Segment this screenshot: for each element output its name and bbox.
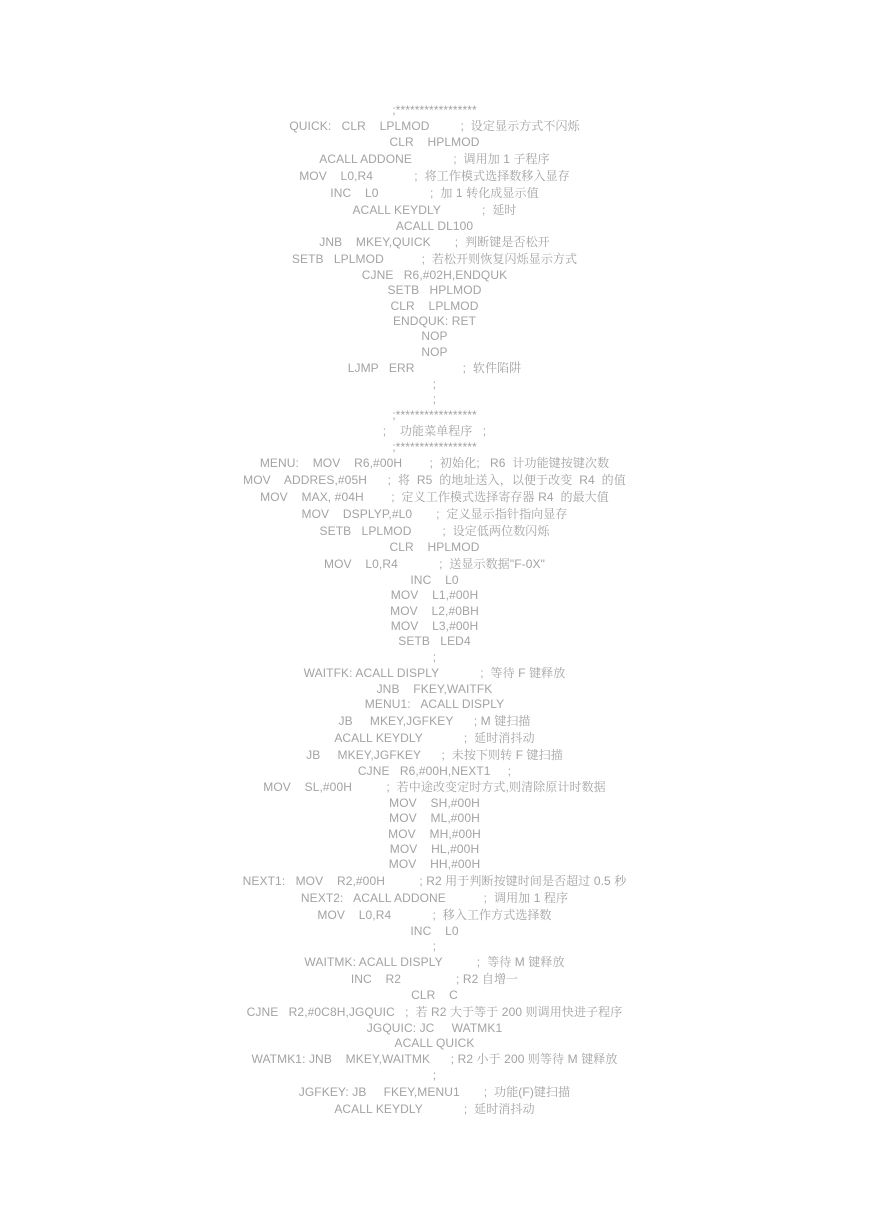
code-line: INC L0	[410, 923, 459, 938]
code-listing	[0, 103, 869, 1118]
code-line: ;*****************	[392, 440, 477, 455]
code-line: JGFKEY: JB FKEY,MENU1 ; 功能(F)键扫描	[298, 1084, 571, 1099]
code-line: MOV L0,R4 ; 送显示数据"F-0X"	[323, 556, 546, 571]
code-line: CJNE R2,#0C8H,JGQUIC ; 若 R2 大于等于 200 则调用快进子程序	[246, 1004, 623, 1019]
code-line: JB MKEY,JGFKEY ; M 键扫描	[338, 713, 531, 728]
code-line: INC R2 ; R2 自增一	[350, 972, 519, 987]
code-line: SETB LPLMOD ; 设定低两位数闪烁	[319, 524, 550, 539]
code-line: ;*****************	[392, 103, 477, 117]
code-line: ACALL DL100	[395, 218, 474, 233]
code-line: CJNE R6,#00H,NEXT1 ;	[357, 763, 512, 778]
code-line: ;	[432, 649, 437, 664]
code-line: INC L0 ; 加 1 转化成显示值	[330, 185, 539, 200]
code-line: MOV L1,#00H	[390, 588, 479, 603]
code-line: MOV DSPLYP,#L0 ; 定义显示指针指向显存	[301, 507, 568, 522]
code-line: MOV ADDRES,#05H ; 将 R5 的地址送入，以便于改变 R4 的值	[243, 473, 626, 488]
code-line: INC L0	[410, 572, 459, 587]
code-line: ;*****************	[392, 407, 477, 422]
code-line: QUICK: CLR LPLMOD ; 设定显示方式不闪烁	[289, 119, 580, 134]
code-line: MENU: MOV R6,#00H ; 初始化; R6 计功能键按键次数	[259, 456, 610, 471]
code-line: NEXT1: MOV R2,#00H ; R2 用于判断按键时间是否超过 0.5 秒	[242, 873, 627, 888]
code-line: MENU1: ACALL DISPLY	[364, 697, 505, 712]
code-line: ACALL QUICK	[394, 1036, 475, 1050]
code-line: MOV L0,R4 ; 移入工作方式选择数	[317, 907, 552, 922]
code-line: ;	[432, 392, 437, 407]
code-line: MOV MAX, #04H ; 定义工作模式选择寄存器 R4 的最大值	[260, 490, 609, 505]
code-line: SETB HPLMOD	[387, 283, 482, 298]
code-line: ACALL KEYDLY ; 延时	[352, 202, 517, 217]
code-line: ;	[432, 377, 437, 392]
code-line: MOV L2,#0BH	[390, 603, 479, 618]
code-line: CJNE R6,#02H,ENDQUK	[361, 268, 508, 283]
code-line: JNB MKEY,QUICK ; 判断键是否松开	[319, 235, 550, 250]
code-line: MOV L0,R4 ; 将工作模式选择数移入显存	[299, 168, 570, 183]
code-line: MOV HH,#00H	[388, 857, 481, 872]
code-line: ACALL ADDONE ; 调用加 1 子程序	[319, 151, 550, 166]
code-line: ACALL KEYDLY ; 延时消抖动	[334, 730, 535, 745]
code-line: MOV SH,#00H	[389, 795, 480, 810]
code-line: MOV L3,#00H	[390, 618, 479, 633]
code-line: SETB LPLMOD ; 若松开则恢复闪烁显示方式	[291, 252, 578, 267]
code-line: NEXT2: ACALL ADDONE ; 调用加 1 程序	[300, 890, 569, 905]
code-line: JB MKEY,JGFKEY ; 未按下则转 F 键扫描	[306, 747, 563, 762]
code-line: NOP	[421, 329, 448, 344]
code-line: JNB FKEY,WAITFK	[376, 681, 493, 696]
code-line: ; 功能菜单程序 ;	[382, 424, 487, 439]
code-line: WAITFK: ACALL DISPLY ; 等待 F 键释放	[303, 665, 566, 680]
code-line: WATMK1: JNB MKEY,WAITMK ; R2 小于 200 则等待 M 键释放	[251, 1052, 618, 1067]
code-line: ENDQUK: RET	[392, 314, 477, 329]
code-line: LJMP ERR ; 软件陷阱	[347, 361, 522, 376]
code-line: CLR HPLMOD	[389, 135, 480, 150]
code-line: CLR LPLMOD	[390, 298, 479, 313]
code-line: ;	[432, 1068, 437, 1083]
code-line: NOP	[421, 344, 448, 359]
code-line: CLR C	[411, 988, 458, 1003]
code-line: ;	[432, 938, 437, 953]
code-line: ACALL KEYDLY ; 延时消抖动	[334, 1101, 535, 1116]
code-line: JGQUIC: JC WATMK1	[366, 1020, 503, 1035]
code-line: MOV HL,#00H	[389, 841, 480, 856]
code-line: MOV SL,#00H ; 若中途改变定时方式,则清除原计时数据	[263, 779, 606, 794]
code-line: MOV MH,#00H	[388, 826, 481, 841]
code-line: CLR HPLMOD	[389, 540, 480, 555]
code-line: MOV ML,#00H	[389, 811, 480, 826]
code-line: WAITMK: ACALL DISPLY ; 等待 M 键释放	[304, 955, 565, 970]
code-line: SETB LED4	[398, 634, 471, 649]
